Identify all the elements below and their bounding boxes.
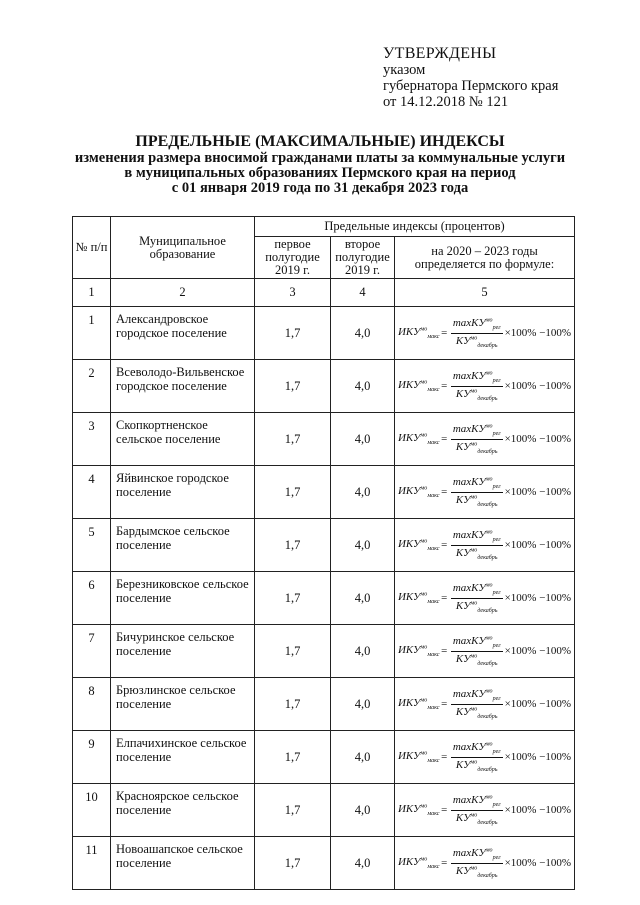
formula-rest: ×100% −100% — [504, 751, 572, 763]
table-row — [73, 413, 575, 466]
table-row — [73, 625, 575, 678]
formula-eq: = — [440, 380, 448, 392]
column-number: 3 — [255, 279, 331, 307]
table-row — [73, 466, 575, 519]
column-number: 1 — [73, 279, 111, 307]
index-second-half: 4,0 — [331, 519, 395, 572]
formula-cell — [395, 466, 575, 519]
index-first-half: 1,7 — [255, 784, 331, 837]
index-second-half: 4,0 — [331, 413, 395, 466]
index-formula — [395, 423, 574, 454]
formula-fraction: $\frac{\max КУ^{мо}_{рег}}{КУ^{мо}_{декабрь}}$ — [452, 529, 501, 561]
formula-cell — [395, 572, 575, 625]
municipality-name: Всеволодо-Вильвенское городское поселение — [111, 360, 255, 413]
table-row — [73, 519, 575, 572]
index-formula — [395, 370, 574, 401]
municipality-name: Елпачихинское сельское поселение — [111, 731, 255, 784]
formula-rest: ×100% −100% — [504, 327, 572, 339]
index-second-half: 4,0 — [331, 307, 395, 360]
index-second-half: 4,0 — [331, 784, 395, 837]
formula-cell — [395, 625, 575, 678]
row-number: 8 — [73, 678, 111, 731]
index-formula — [395, 688, 574, 719]
formula-lhs: $ИКУ^{мо}_{макс}$ — [397, 855, 440, 871]
row-number: 11 — [73, 837, 111, 890]
row-number: 4 — [73, 466, 111, 519]
header-first-half: первое полугодие 2019 г. — [255, 237, 331, 279]
formula-fraction: $\frac{\max КУ^{мо}_{рег}}{КУ^{мо}_{декабрь}}$ — [452, 847, 501, 879]
header-municipality: Муниципальное образование — [111, 217, 255, 279]
index-second-half: 4,0 — [331, 678, 395, 731]
formula-fraction: $\frac{\max КУ^{мо}_{рег}}{КУ^{мо}_{декабрь}}$ — [452, 423, 501, 455]
table-row — [73, 360, 575, 413]
formula-eq: = — [440, 592, 448, 604]
index-formula — [395, 529, 574, 560]
title-sub-2: в муниципальных образованиях Пермского края на период — [124, 165, 516, 181]
formula-fraction: $\frac{\max КУ^{мо}_{рег}}{КУ^{мо}_{декабрь}}$ — [452, 582, 501, 614]
formula-eq: = — [440, 645, 448, 657]
index-second-half: 4,0 — [331, 731, 395, 784]
row-number: 1 — [73, 307, 111, 360]
formula-eq: = — [440, 486, 448, 498]
index-formula — [395, 635, 574, 666]
formula-fraction: $\frac{\max КУ^{мо}_{рег}}{КУ^{мо}_{декабрь}}$ — [452, 476, 501, 508]
row-number: 5 — [73, 519, 111, 572]
document-title — [0, 133, 640, 196]
formula-lhs: $ИКУ^{мо}_{макс}$ — [397, 590, 440, 606]
index-first-half: 1,7 — [255, 413, 331, 466]
title-sub-1: изменения размера вносимой гражданами платы за коммунальные услуги — [74, 150, 566, 166]
formula-eq: = — [440, 857, 448, 869]
formula-lhs: $ИКУ^{мо}_{макс}$ — [397, 802, 440, 818]
formula-cell — [395, 413, 575, 466]
table-row — [73, 731, 575, 784]
formula-eq: = — [440, 433, 448, 445]
index-second-half: 4,0 — [331, 625, 395, 678]
index-first-half: 1,7 — [255, 572, 331, 625]
header-indices: Предельные индексы (процентов) — [255, 217, 575, 237]
formula-rest: ×100% −100% — [504, 486, 572, 498]
municipality-name: Брюзлинское сельское поселение — [111, 678, 255, 731]
formula-rest: ×100% −100% — [504, 804, 572, 816]
index-first-half: 1,7 — [255, 837, 331, 890]
index-first-half: 1,7 — [255, 731, 331, 784]
header-period: на 2020 – 2023 годы определяется по формуле: — [395, 237, 575, 279]
index-second-half: 4,0 — [331, 572, 395, 625]
approval-line-date: от 14.12.2018 № 121 — [383, 94, 509, 110]
formula-cell — [395, 731, 575, 784]
row-number: 7 — [73, 625, 111, 678]
formula-eq: = — [440, 539, 448, 551]
column-number: 5 — [395, 279, 575, 307]
column-number: 2 — [111, 279, 255, 307]
formula-eq: = — [440, 327, 448, 339]
formula-lhs: $ИКУ^{мо}_{макс}$ — [397, 643, 440, 659]
table-row — [73, 678, 575, 731]
row-number: 3 — [73, 413, 111, 466]
municipality-name: Новоашапское сельское поселение — [111, 837, 255, 890]
formula-lhs: $ИКУ^{мо}_{макс}$ — [397, 325, 440, 341]
formula-eq: = — [440, 751, 448, 763]
municipality-name: Скопкортненское сельское поселение — [111, 413, 255, 466]
formula-fraction: $\frac{\max КУ^{мо}_{рег}}{КУ^{мо}_{декабрь}}$ — [452, 688, 501, 720]
approval-line-governor: губернатора Пермского края — [383, 78, 559, 94]
header-num: № п/п — [73, 217, 111, 279]
table-row — [73, 784, 575, 837]
index-formula — [395, 582, 574, 613]
index-first-half: 1,7 — [255, 519, 331, 572]
formula-cell — [395, 784, 575, 837]
formula-rest: ×100% −100% — [504, 433, 572, 445]
approval-line-decree: указом — [383, 62, 426, 78]
formula-lhs: $ИКУ^{мо}_{макс}$ — [397, 484, 440, 500]
header-second-half: второе полугодие 2019 г. — [331, 237, 395, 279]
indices-table — [72, 216, 575, 890]
index-formula — [395, 847, 574, 878]
formula-rest: ×100% −100% — [504, 539, 572, 551]
formula-eq: = — [440, 804, 448, 816]
index-second-half: 4,0 — [331, 837, 395, 890]
formula-lhs: $ИКУ^{мо}_{макс}$ — [397, 696, 440, 712]
formula-rest: ×100% −100% — [504, 592, 572, 604]
index-second-half: 4,0 — [331, 466, 395, 519]
formula-lhs: $ИКУ^{мо}_{макс}$ — [397, 749, 440, 765]
municipality-name: Березниковское сельское поселение — [111, 572, 255, 625]
formula-fraction: $\frac{\max КУ^{мо}_{рег}}{КУ^{мо}_{декабрь}}$ — [452, 370, 501, 402]
formula-fraction: $\frac{\max КУ^{мо}_{рег}}{КУ^{мо}_{декабрь}}$ — [452, 741, 501, 773]
index-first-half: 1,7 — [255, 678, 331, 731]
column-number: 4 — [331, 279, 395, 307]
index-first-half: 1,7 — [255, 466, 331, 519]
formula-cell — [395, 519, 575, 572]
index-second-half: 4,0 — [331, 360, 395, 413]
formula-rest: ×100% −100% — [504, 380, 572, 392]
formula-fraction: $\frac{\max КУ^{мо}_{рег}}{КУ^{мо}_{декабрь}}$ — [452, 794, 501, 826]
index-formula — [395, 476, 574, 507]
municipality-name: Бичуринское сельское поселение — [111, 625, 255, 678]
municipality-name: Яйвинское городское поселение — [111, 466, 255, 519]
table-row — [73, 572, 575, 625]
title-main: ПРЕДЕЛЬНЫЕ (МАКСИМАЛЬНЫЕ) ИНДЕКСЫ — [135, 133, 505, 150]
formula-cell — [395, 678, 575, 731]
municipality-name: Бардымское сельское поселение — [111, 519, 255, 572]
formula-lhs: $ИКУ^{мо}_{макс}$ — [397, 378, 440, 394]
column-numbers-row — [73, 279, 575, 307]
index-first-half: 1,7 — [255, 360, 331, 413]
row-number: 10 — [73, 784, 111, 837]
index-first-half: 1,7 — [255, 625, 331, 678]
row-number: 9 — [73, 731, 111, 784]
formula-eq: = — [440, 698, 448, 710]
formula-cell — [395, 360, 575, 413]
formula-lhs: $ИКУ^{мо}_{макс}$ — [397, 537, 440, 553]
municipality-name: Александровское городское поселение — [111, 307, 255, 360]
index-formula — [395, 794, 574, 825]
row-number: 2 — [73, 360, 111, 413]
formula-rest: ×100% −100% — [504, 645, 572, 657]
formula-rest: ×100% −100% — [504, 857, 572, 869]
index-formula — [395, 317, 574, 348]
index-first-half: 1,7 — [255, 307, 331, 360]
title-sub-3: с 01 января 2019 года по 31 декабря 2023 года — [171, 180, 469, 196]
table-row — [73, 837, 575, 890]
formula-rest: ×100% −100% — [504, 698, 572, 710]
approval-line-approved: УТВЕРЖДЕНЫ — [383, 45, 497, 62]
municipality-name: Красноярское сельское поселение — [111, 784, 255, 837]
table-row — [73, 307, 575, 360]
formula-cell — [395, 307, 575, 360]
row-number: 6 — [73, 572, 111, 625]
index-formula — [395, 741, 574, 772]
formula-fraction: $\frac{\max КУ^{мо}_{рег}}{КУ^{мо}_{декабрь}}$ — [452, 317, 501, 349]
approval-stamp — [383, 46, 558, 110]
formula-cell — [395, 837, 575, 890]
formula-lhs: $ИКУ^{мо}_{макс}$ — [397, 431, 440, 447]
formula-fraction: $\frac{\max КУ^{мо}_{рег}}{КУ^{мо}_{декабрь}}$ — [452, 635, 501, 667]
